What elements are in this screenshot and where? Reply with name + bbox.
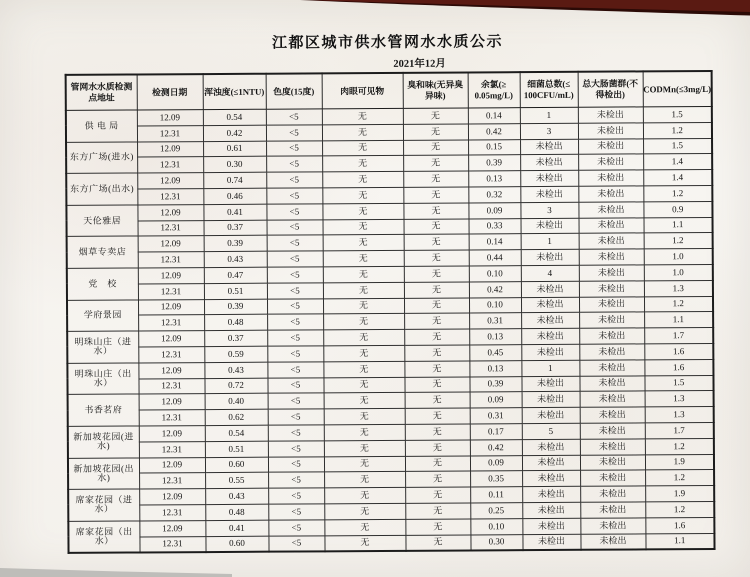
value-cell-coliform: 未检出: [580, 502, 645, 518]
value-cell-coliform: 未检出: [580, 486, 645, 502]
value-cell-codmn: 1.0: [644, 264, 713, 280]
value-cell-date: 12.31: [139, 536, 205, 553]
value-cell-visible: 无: [323, 219, 404, 235]
value-cell-chroma: <5: [268, 535, 324, 552]
value-cell-turbidity: 0.43: [204, 251, 267, 267]
value-cell-chroma: <5: [268, 425, 324, 441]
value-cell-chroma: <5: [268, 488, 324, 504]
value-cell-bacteria: 未检出: [521, 218, 579, 234]
value-cell-chlorine: 0.13: [468, 171, 520, 187]
value-cell-bacteria: 未检出: [522, 534, 580, 551]
value-cell-odor: 无: [404, 266, 469, 282]
value-cell-date: 12.09: [138, 236, 204, 252]
value-cell-bacteria: 5: [522, 423, 580, 439]
value-cell-turbidity: 0.61: [203, 141, 266, 157]
value-cell-date: 12.09: [139, 426, 205, 442]
value-cell-chroma: <5: [266, 140, 322, 156]
value-cell-coliform: 未检出: [578, 186, 643, 202]
value-cell-turbidity: 0.59: [204, 346, 267, 362]
value-cell-codmn: 1.1: [645, 533, 714, 550]
location-cell: 席家花园（出水）: [68, 521, 139, 554]
location-cell: 席家花园（进水）: [68, 489, 139, 521]
column-header-6: 余氯(≥ 0.05mg/L): [468, 72, 520, 108]
value-cell-chlorine: 0.13: [469, 329, 521, 345]
value-cell-coliform: 未检出: [579, 296, 644, 312]
column-header-8: 总大肠菌群(不 得检出): [578, 71, 643, 107]
value-cell-chroma: <5: [268, 472, 324, 488]
value-cell-odor: 无: [404, 377, 469, 393]
value-cell-visible: 无: [324, 519, 405, 535]
value-cell-coliform: 未检出: [580, 423, 645, 439]
value-cell-chlorine: 0.09: [470, 392, 522, 408]
value-cell-codmn: 1.9: [645, 486, 714, 502]
value-cell-date: 12.09: [139, 394, 205, 410]
value-cell-visible: 无: [322, 172, 403, 188]
value-cell-visible: 无: [324, 472, 405, 488]
value-cell-odor: 无: [405, 471, 470, 487]
value-cell-chlorine: 0.09: [470, 455, 522, 471]
value-cell-codmn: 1.5: [643, 138, 712, 154]
value-cell-date: 12.09: [139, 457, 205, 473]
value-cell-chroma: <5: [267, 267, 323, 283]
value-cell-chlorine: 0.15: [468, 139, 520, 155]
value-cell-codmn: 1.3: [645, 391, 714, 407]
location-cell: 学府景园: [67, 300, 138, 332]
location-cell: 天伦雅居: [66, 205, 137, 237]
location-cell: 明珠山庄（出水）: [67, 363, 138, 395]
value-cell-date: 12.31: [139, 504, 205, 520]
value-cell-chroma: <5: [267, 330, 323, 346]
value-cell-visible: 无: [323, 314, 404, 330]
value-cell-turbidity: 0.54: [205, 425, 268, 441]
value-cell-chlorine: 0.14: [469, 234, 521, 250]
location-cell: 东方广场(出水): [66, 173, 137, 205]
value-cell-odor: 无: [405, 455, 470, 471]
value-cell-chroma: <5: [267, 377, 323, 393]
value-cell-bacteria: 3: [520, 123, 578, 139]
value-cell-coliform: 未检出: [579, 265, 644, 281]
value-cell-bacteria: 4: [521, 265, 579, 281]
value-cell-codmn: 1.7: [645, 422, 714, 438]
value-cell-bacteria: 未检出: [521, 344, 579, 360]
value-cell-chroma: <5: [268, 456, 324, 472]
value-cell-turbidity: 0.48: [205, 504, 268, 520]
value-cell-odor: 无: [403, 171, 468, 187]
value-cell-visible: 无: [323, 377, 404, 393]
value-cell-visible: 无: [323, 235, 404, 251]
value-cell-turbidity: 0.39: [204, 299, 267, 315]
value-cell-coliform: 未检出: [580, 439, 645, 455]
value-cell-chlorine: 0.30: [470, 534, 522, 551]
value-cell-bacteria: 未检出: [521, 376, 579, 392]
value-cell-codmn: 1.6: [644, 359, 713, 375]
location-cell: 书香茗府: [68, 394, 139, 426]
location-cell: 党 校: [67, 268, 138, 300]
value-cell-turbidity: 0.51: [205, 441, 268, 457]
value-cell-codmn: 1.6: [644, 343, 713, 359]
value-cell-codmn: 1.2: [645, 501, 714, 517]
value-cell-codmn: 0.9: [643, 201, 712, 217]
value-cell-visible: 无: [324, 535, 405, 552]
value-cell-codmn: 1.2: [645, 470, 714, 486]
value-cell-odor: 无: [405, 534, 470, 551]
value-cell-odor: 无: [404, 250, 469, 266]
value-cell-bacteria: 未检出: [520, 139, 578, 155]
value-cell-coliform: 未检出: [579, 344, 644, 360]
value-cell-odor: 无: [404, 298, 469, 314]
value-cell-chroma: <5: [267, 235, 323, 251]
value-cell-odor: 无: [403, 187, 468, 203]
value-cell-codmn: 1.1: [644, 312, 713, 328]
value-cell-codmn: 1.4: [643, 154, 712, 170]
value-cell-date: 12.31: [137, 125, 203, 141]
value-cell-visible: 无: [324, 456, 405, 472]
location-cell: 明珠山庄（进水）: [67, 331, 138, 363]
value-cell-bacteria: 3: [520, 202, 578, 218]
value-cell-codmn: 1.2: [644, 233, 713, 249]
value-cell-codmn: 1.7: [644, 328, 713, 344]
value-cell-bacteria: 未检出: [521, 249, 579, 265]
value-cell-chroma: <5: [266, 188, 322, 204]
value-cell-date: 12.31: [139, 441, 205, 457]
column-header-0: 管网水水质检测 点地址: [66, 74, 137, 110]
value-cell-odor: 无: [403, 124, 468, 140]
value-cell-chroma: <5: [268, 520, 324, 536]
value-cell-date: 12.31: [139, 473, 205, 489]
value-cell-odor: 无: [404, 345, 469, 361]
value-cell-coliform: 未检出: [580, 454, 645, 470]
value-cell-chroma: <5: [266, 172, 322, 188]
value-cell-date: 12.09: [137, 204, 203, 220]
value-cell-chlorine: 0.10: [469, 266, 521, 282]
value-cell-bacteria: 未检出: [522, 518, 580, 534]
value-cell-visible: 无: [322, 187, 403, 203]
value-cell-coliform: 未检出: [579, 217, 644, 233]
value-cell-coliform: 未检出: [578, 154, 643, 170]
location-cell: 东方广场(进水): [66, 142, 137, 174]
value-cell-chroma: <5: [267, 219, 323, 235]
table-header-row: [66, 71, 712, 110]
value-cell-chlorine: 0.10: [470, 518, 522, 534]
value-cell-bacteria: 未检出: [521, 281, 579, 297]
value-cell-odor: 无: [405, 519, 470, 535]
value-cell-chlorine: 0.35: [470, 471, 522, 487]
document-title: 江都区城市供水管网水水质公示: [271, 34, 503, 52]
value-cell-odor: 无: [403, 155, 468, 171]
value-cell-visible: 无: [322, 156, 403, 172]
value-cell-odor: 无: [405, 408, 470, 424]
value-cell-turbidity: 0.60: [205, 536, 268, 553]
value-cell-visible: 无: [324, 424, 405, 440]
value-cell-chroma: <5: [267, 362, 323, 378]
value-cell-turbidity: 0.46: [203, 188, 266, 204]
value-cell-chlorine: 0.42: [469, 281, 521, 297]
value-cell-bacteria: 1: [521, 360, 579, 376]
value-cell-visible: 无: [324, 487, 405, 503]
value-cell-date: 12.31: [138, 378, 204, 394]
value-cell-bacteria: 未检出: [520, 170, 578, 186]
value-cell-turbidity: 0.54: [203, 109, 266, 125]
value-cell-date: 12.09: [137, 141, 203, 157]
value-cell-chlorine: 0.45: [469, 345, 521, 361]
value-cell-visible: 无: [323, 361, 404, 377]
water-quality-table-body: [66, 106, 715, 553]
value-cell-coliform: 未检出: [579, 233, 644, 249]
value-cell-coliform: 未检出: [579, 375, 644, 391]
value-cell-visible: 无: [323, 266, 404, 282]
value-cell-odor: 无: [403, 203, 468, 219]
value-cell-turbidity: 0.62: [205, 409, 268, 425]
value-cell-chroma: <5: [267, 251, 323, 267]
value-cell-visible: 无: [323, 298, 404, 314]
value-cell-chlorine: 0.39: [469, 376, 521, 392]
value-cell-chlorine: 0.13: [469, 360, 521, 376]
value-cell-turbidity: 0.30: [203, 157, 266, 173]
column-header-9: CODMn(≤3mg/L): [643, 71, 712, 107]
value-cell-chroma: <5: [266, 156, 322, 172]
value-cell-visible: 无: [323, 345, 404, 361]
value-cell-coliform: 未检出: [580, 533, 645, 550]
value-cell-coliform: 未检出: [578, 123, 643, 139]
table-row: [68, 533, 714, 553]
value-cell-codmn: 1.2: [643, 122, 712, 138]
value-cell-turbidity: 0.74: [203, 172, 266, 188]
value-cell-date: 12.09: [138, 362, 204, 378]
value-cell-codmn: 1.1: [644, 217, 713, 233]
value-cell-date: 12.31: [138, 347, 204, 363]
value-cell-turbidity: 0.51: [204, 283, 267, 299]
value-cell-turbidity: 0.37: [204, 220, 267, 236]
value-cell-bacteria: 未检出: [522, 407, 580, 423]
value-cell-coliform: 未检出: [580, 470, 645, 486]
value-cell-date: 12.31: [139, 410, 205, 426]
value-cell-codmn: 1.5: [644, 375, 713, 391]
value-cell-turbidity: 0.40: [205, 394, 268, 410]
value-cell-bacteria: 未检出: [522, 455, 580, 471]
value-cell-date: 12.09: [139, 489, 205, 505]
value-cell-chlorine: 0.32: [468, 187, 520, 203]
value-cell-coliform: 未检出: [579, 249, 644, 265]
value-cell-date: 12.09: [137, 173, 203, 189]
value-cell-coliform: 未检出: [579, 328, 644, 344]
value-cell-odor: 无: [404, 234, 469, 250]
value-cell-date: 12.31: [138, 220, 204, 236]
value-cell-bacteria: 未检出: [522, 392, 580, 408]
value-cell-chroma: <5: [266, 109, 322, 125]
value-cell-turbidity: 0.43: [204, 362, 267, 378]
value-cell-odor: 无: [405, 503, 470, 519]
value-cell-visible: 无: [322, 140, 403, 156]
value-cell-chlorine: 0.39: [468, 155, 520, 171]
value-cell-date: 12.09: [138, 299, 204, 315]
value-cell-codmn: 1.0: [644, 249, 713, 265]
value-cell-turbidity: 0.55: [205, 473, 268, 489]
location-cell: 供 电 局: [66, 110, 137, 142]
value-cell-odor: 无: [404, 329, 469, 345]
location-cell: 烟草专卖店: [67, 236, 138, 268]
value-cell-chlorine: 0.33: [469, 218, 521, 234]
value-cell-odor: 无: [405, 487, 470, 503]
value-cell-codmn: 1.2: [643, 185, 712, 201]
value-cell-chlorine: 0.25: [470, 503, 522, 519]
water-quality-table: [65, 70, 716, 554]
value-cell-visible: 无: [323, 282, 404, 298]
value-cell-visible: 无: [324, 503, 405, 519]
value-cell-bacteria: 未检出: [520, 186, 578, 202]
value-cell-coliform: 未检出: [578, 107, 643, 123]
value-cell-bacteria: 1: [521, 234, 579, 250]
value-cell-bacteria: 1: [520, 107, 578, 123]
value-cell-chroma: <5: [268, 441, 324, 457]
value-cell-bacteria: 未检出: [522, 471, 580, 487]
value-cell-odor: 无: [404, 282, 469, 298]
value-cell-chlorine: 0.17: [470, 424, 522, 440]
value-cell-bacteria: 未检出: [522, 502, 580, 518]
value-cell-coliform: 未检出: [579, 360, 644, 376]
value-cell-date: 12.31: [138, 283, 204, 299]
value-cell-codmn: 1.5: [643, 106, 712, 122]
value-cell-codmn: 1.4: [643, 170, 712, 186]
value-cell-bacteria: 未检出: [522, 439, 580, 455]
value-cell-turbidity: 0.43: [205, 488, 268, 504]
value-cell-bacteria: 未检出: [521, 328, 579, 344]
location-cell: 新加坡花园(进水): [68, 426, 139, 458]
value-cell-bacteria: 未检出: [521, 297, 579, 313]
value-cell-turbidity: 0.41: [205, 520, 268, 536]
value-cell-date: 12.31: [138, 252, 204, 268]
value-cell-coliform: 未检出: [580, 407, 645, 423]
value-cell-date: 12.31: [137, 189, 203, 205]
value-cell-date: 12.09: [137, 110, 203, 126]
value-cell-chlorine: 0.31: [470, 408, 522, 424]
value-cell-bacteria: 未检出: [521, 313, 579, 329]
value-cell-odor: 无: [404, 361, 469, 377]
value-cell-chlorine: 0.42: [468, 123, 520, 139]
location-cell: 新加坡花园(出水): [68, 458, 139, 490]
document-period: 2021年12月: [393, 58, 446, 70]
value-cell-codmn: 1.9: [645, 454, 714, 470]
value-cell-turbidity: 0.37: [204, 330, 267, 346]
column-header-1: 检测日期: [137, 74, 203, 110]
value-cell-visible: 无: [323, 251, 404, 267]
value-cell-chroma: <5: [266, 125, 322, 141]
value-cell-visible: 无: [322, 124, 403, 140]
column-header-3: 色度(15度): [266, 73, 322, 109]
value-cell-odor: 无: [404, 219, 469, 235]
value-cell-odor: 无: [403, 140, 468, 156]
value-cell-turbidity: 0.42: [203, 125, 266, 141]
value-cell-coliform: 未检出: [578, 170, 643, 186]
column-header-7: 细菌总数(≤ 100CFU/mL): [520, 72, 578, 108]
value-cell-odor: 无: [404, 313, 469, 329]
value-cell-chlorine: 0.31: [469, 313, 521, 329]
value-cell-bacteria: 未检出: [522, 486, 580, 502]
value-cell-chlorine: 0.44: [469, 250, 521, 266]
value-cell-chroma: <5: [266, 204, 322, 220]
value-cell-date: 12.09: [139, 520, 205, 536]
value-cell-visible: 无: [324, 440, 405, 456]
value-cell-chroma: <5: [267, 283, 323, 299]
value-cell-turbidity: 0.39: [204, 236, 267, 252]
value-cell-date: 12.31: [137, 157, 203, 173]
value-cell-chlorine: 0.09: [468, 202, 520, 218]
value-cell-coliform: 未检出: [579, 281, 644, 297]
value-cell-turbidity: 0.72: [204, 378, 267, 394]
value-cell-chlorine: 0.14: [468, 108, 520, 124]
value-cell-chlorine: 0.10: [469, 297, 521, 313]
value-cell-coliform: 未检出: [578, 138, 643, 154]
column-header-5: 臭和味(无异臭 异味): [403, 72, 468, 108]
value-cell-chroma: <5: [268, 504, 324, 520]
value-cell-odor: 无: [405, 392, 470, 408]
value-cell-visible: 无: [322, 108, 403, 124]
value-cell-chroma: <5: [267, 314, 323, 330]
value-cell-odor: 无: [405, 424, 470, 440]
value-cell-turbidity: 0.41: [203, 204, 266, 220]
value-cell-date: 12.31: [138, 315, 204, 331]
value-cell-visible: 无: [324, 393, 405, 409]
value-cell-chroma: <5: [268, 393, 324, 409]
value-cell-coliform: 未检出: [579, 312, 644, 328]
column-header-2: 浑浊度(≤1NTU): [203, 74, 266, 110]
value-cell-bacteria: 未检出: [520, 155, 578, 171]
column-header-4: 肉眼可见物: [322, 73, 403, 109]
value-cell-chlorine: 0.42: [470, 439, 522, 455]
value-cell-chroma: <5: [267, 298, 323, 314]
value-cell-visible: 无: [324, 408, 405, 424]
value-cell-codmn: 1.2: [644, 296, 713, 312]
value-cell-turbidity: 0.48: [204, 315, 267, 331]
value-cell-odor: 无: [403, 108, 468, 124]
value-cell-chlorine: 0.11: [470, 487, 522, 503]
value-cell-turbidity: 0.60: [205, 457, 268, 473]
value-cell-visible: 无: [322, 203, 403, 219]
value-cell-coliform: 未检出: [580, 518, 645, 534]
value-cell-coliform: 未检出: [580, 391, 645, 407]
value-cell-odor: 无: [405, 440, 470, 456]
value-cell-chroma: <5: [267, 346, 323, 362]
value-cell-codmn: 1.6: [645, 517, 714, 533]
value-cell-codmn: 1.3: [644, 280, 713, 296]
value-cell-date: 12.09: [138, 331, 204, 347]
value-cell-visible: 无: [323, 330, 404, 346]
value-cell-codmn: 1.3: [645, 407, 714, 423]
value-cell-chroma: <5: [268, 409, 324, 425]
value-cell-codmn: 1.2: [645, 438, 714, 454]
value-cell-turbidity: 0.47: [204, 267, 267, 283]
value-cell-coliform: 未检出: [578, 202, 643, 218]
value-cell-date: 12.09: [138, 268, 204, 284]
